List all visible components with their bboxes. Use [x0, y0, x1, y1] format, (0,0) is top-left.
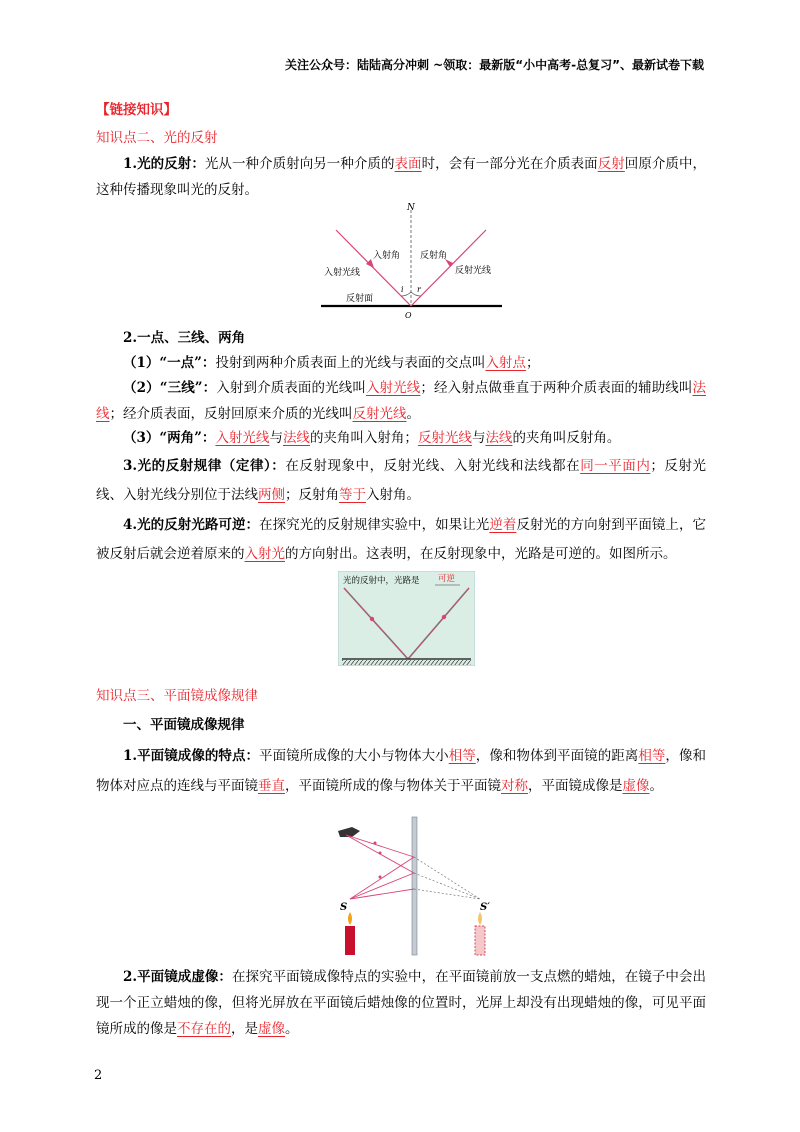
- two-angles-item: （3）“两角”：入射光线与法线的夹角叫入射角；反射光线与法线的夹角叫反射角。: [123, 430, 621, 446]
- reversible-path: 4.光的反射光路可逆：在探究光的反射规律实验中，如果让光逆着反射光的方向射到平面镜上，它被反射后就会逆着原来的入射光的方向射出。这表明，在反射现象中，光路是可逆的。如图所示。: [96, 517, 707, 562]
- left-arrow-dot: [370, 617, 374, 621]
- image-flame: [478, 912, 482, 925]
- caption-answer: 可逆: [438, 574, 456, 584]
- point-line-angle-title: 2.一点、三线、两角: [123, 330, 246, 346]
- s-prime-label: S′: [480, 902, 490, 913]
- answer: 相等: [448, 748, 476, 764]
- reflect-ray-label: 反射光线: [455, 266, 492, 276]
- answer: 垂直: [258, 778, 285, 794]
- reversible-path-diagram: [338, 571, 475, 666]
- plane-mirror-diagram: [330, 815, 500, 957]
- link-knowledge-title: 【链接知识】: [96, 102, 177, 118]
- mirror: [412, 817, 417, 955]
- reflect-angle-label: 反射角: [420, 251, 448, 261]
- normal-label: N: [407, 203, 415, 213]
- answer: 入射点: [485, 355, 526, 371]
- candle-flame: [348, 912, 352, 925]
- label: 1.光的反射：: [123, 156, 205, 172]
- reflection-definition: 1.光的反射：光从一种介质射向另一种介质的表面时，会有一部分光在介质表面反射回原介质中，这种传播现象叫光的反射。: [96, 156, 707, 198]
- o-label: O: [405, 311, 412, 320]
- incident-ray-label: 入射光线: [324, 268, 361, 278]
- answer: 虚像: [258, 1021, 285, 1037]
- i-label: i: [401, 285, 404, 294]
- answer: 反射光线: [352, 406, 407, 422]
- answer: 反射光线: [417, 430, 472, 446]
- page-header: 关注公众号：陆陆高分冲刺 ~领取：最新版“小中高考-总复习”、最新试卷下载: [285, 58, 704, 72]
- incident-angle-label: 入射角: [373, 251, 401, 261]
- answer: 不存在的: [177, 1021, 231, 1037]
- answer: 法线: [96, 380, 707, 422]
- answer: 反射: [597, 156, 625, 172]
- right-arrow-dot: [442, 615, 446, 619]
- answer: 等于: [339, 487, 366, 503]
- answer: 表面: [394, 156, 422, 172]
- mirror-rules-subtitle: 一、平面镜成像规律: [123, 717, 245, 733]
- answer: 同一平面内: [580, 458, 651, 474]
- answer: 虚像: [622, 778, 650, 794]
- answer: 法线: [282, 430, 310, 446]
- section-3-title: 知识点三、平面镜成像规律: [96, 688, 258, 704]
- answer: 对称: [501, 778, 528, 794]
- reflection-diagram: [316, 200, 506, 322]
- candle: [345, 926, 355, 955]
- caption-text: 光的反射中，光路是: [343, 576, 420, 586]
- mirror-image-characteristics: 1.平面镜成像的特点：平面镜所成像的大小与物体大小相等，像和物体到平面镜的距离相等，像和物体对应点的连线与平面镜垂直，平面镜所成的像与物体关于平面镜对称，平面镜成像是虚像。: [96, 748, 707, 794]
- s-label: S: [340, 902, 348, 913]
- section-2-title: 知识点二、光的反射: [96, 130, 218, 146]
- surface-label: 反射面: [346, 294, 374, 304]
- answer: 入射光: [244, 546, 285, 562]
- virtual-image-explanation: 2.平面镜成虚像：在探究平面镜成像特点的实验中，在平面镜前放一支点燃的蜡烛，在镜子中会出现一个正立蜡烛的像，但将光屏放在平面镜后蜡烛像的位置时，光屏上却没有出现蜡烛的像，可见平面镜所成的像是不存在的，是虚像。: [96, 969, 707, 1037]
- candle-image: [475, 926, 485, 955]
- page-number: 2: [94, 1068, 103, 1083]
- answer: 入射光线: [215, 430, 270, 446]
- answer: 相等: [638, 748, 666, 764]
- answer: 逆着: [489, 517, 517, 533]
- reflection-law: 3.光的反射规律（定律）：在反射现象中，反射光线、入射光线和法线都在同一平面内；反射光线、入射光线分别位于法线两侧；反射角等于入射角。: [96, 458, 707, 503]
- answer: 法线: [485, 430, 513, 446]
- answer: 入射光线: [365, 380, 421, 396]
- mirror-hatch: [342, 660, 471, 665]
- one-point-item: （1）“一点”：投射到两种介质表面上的光线与表面的交点叫入射点；: [123, 355, 540, 371]
- r-label: r: [417, 285, 421, 294]
- three-lines-item: （2）“三线”：入射到介质表面的光线叫入射光线；经入射点做垂直于两种介质表面的辅助线叫法线；经介质表面，反射回原来介质的光线叫反射光线。: [96, 380, 707, 422]
- answer: 两侧: [258, 487, 285, 503]
